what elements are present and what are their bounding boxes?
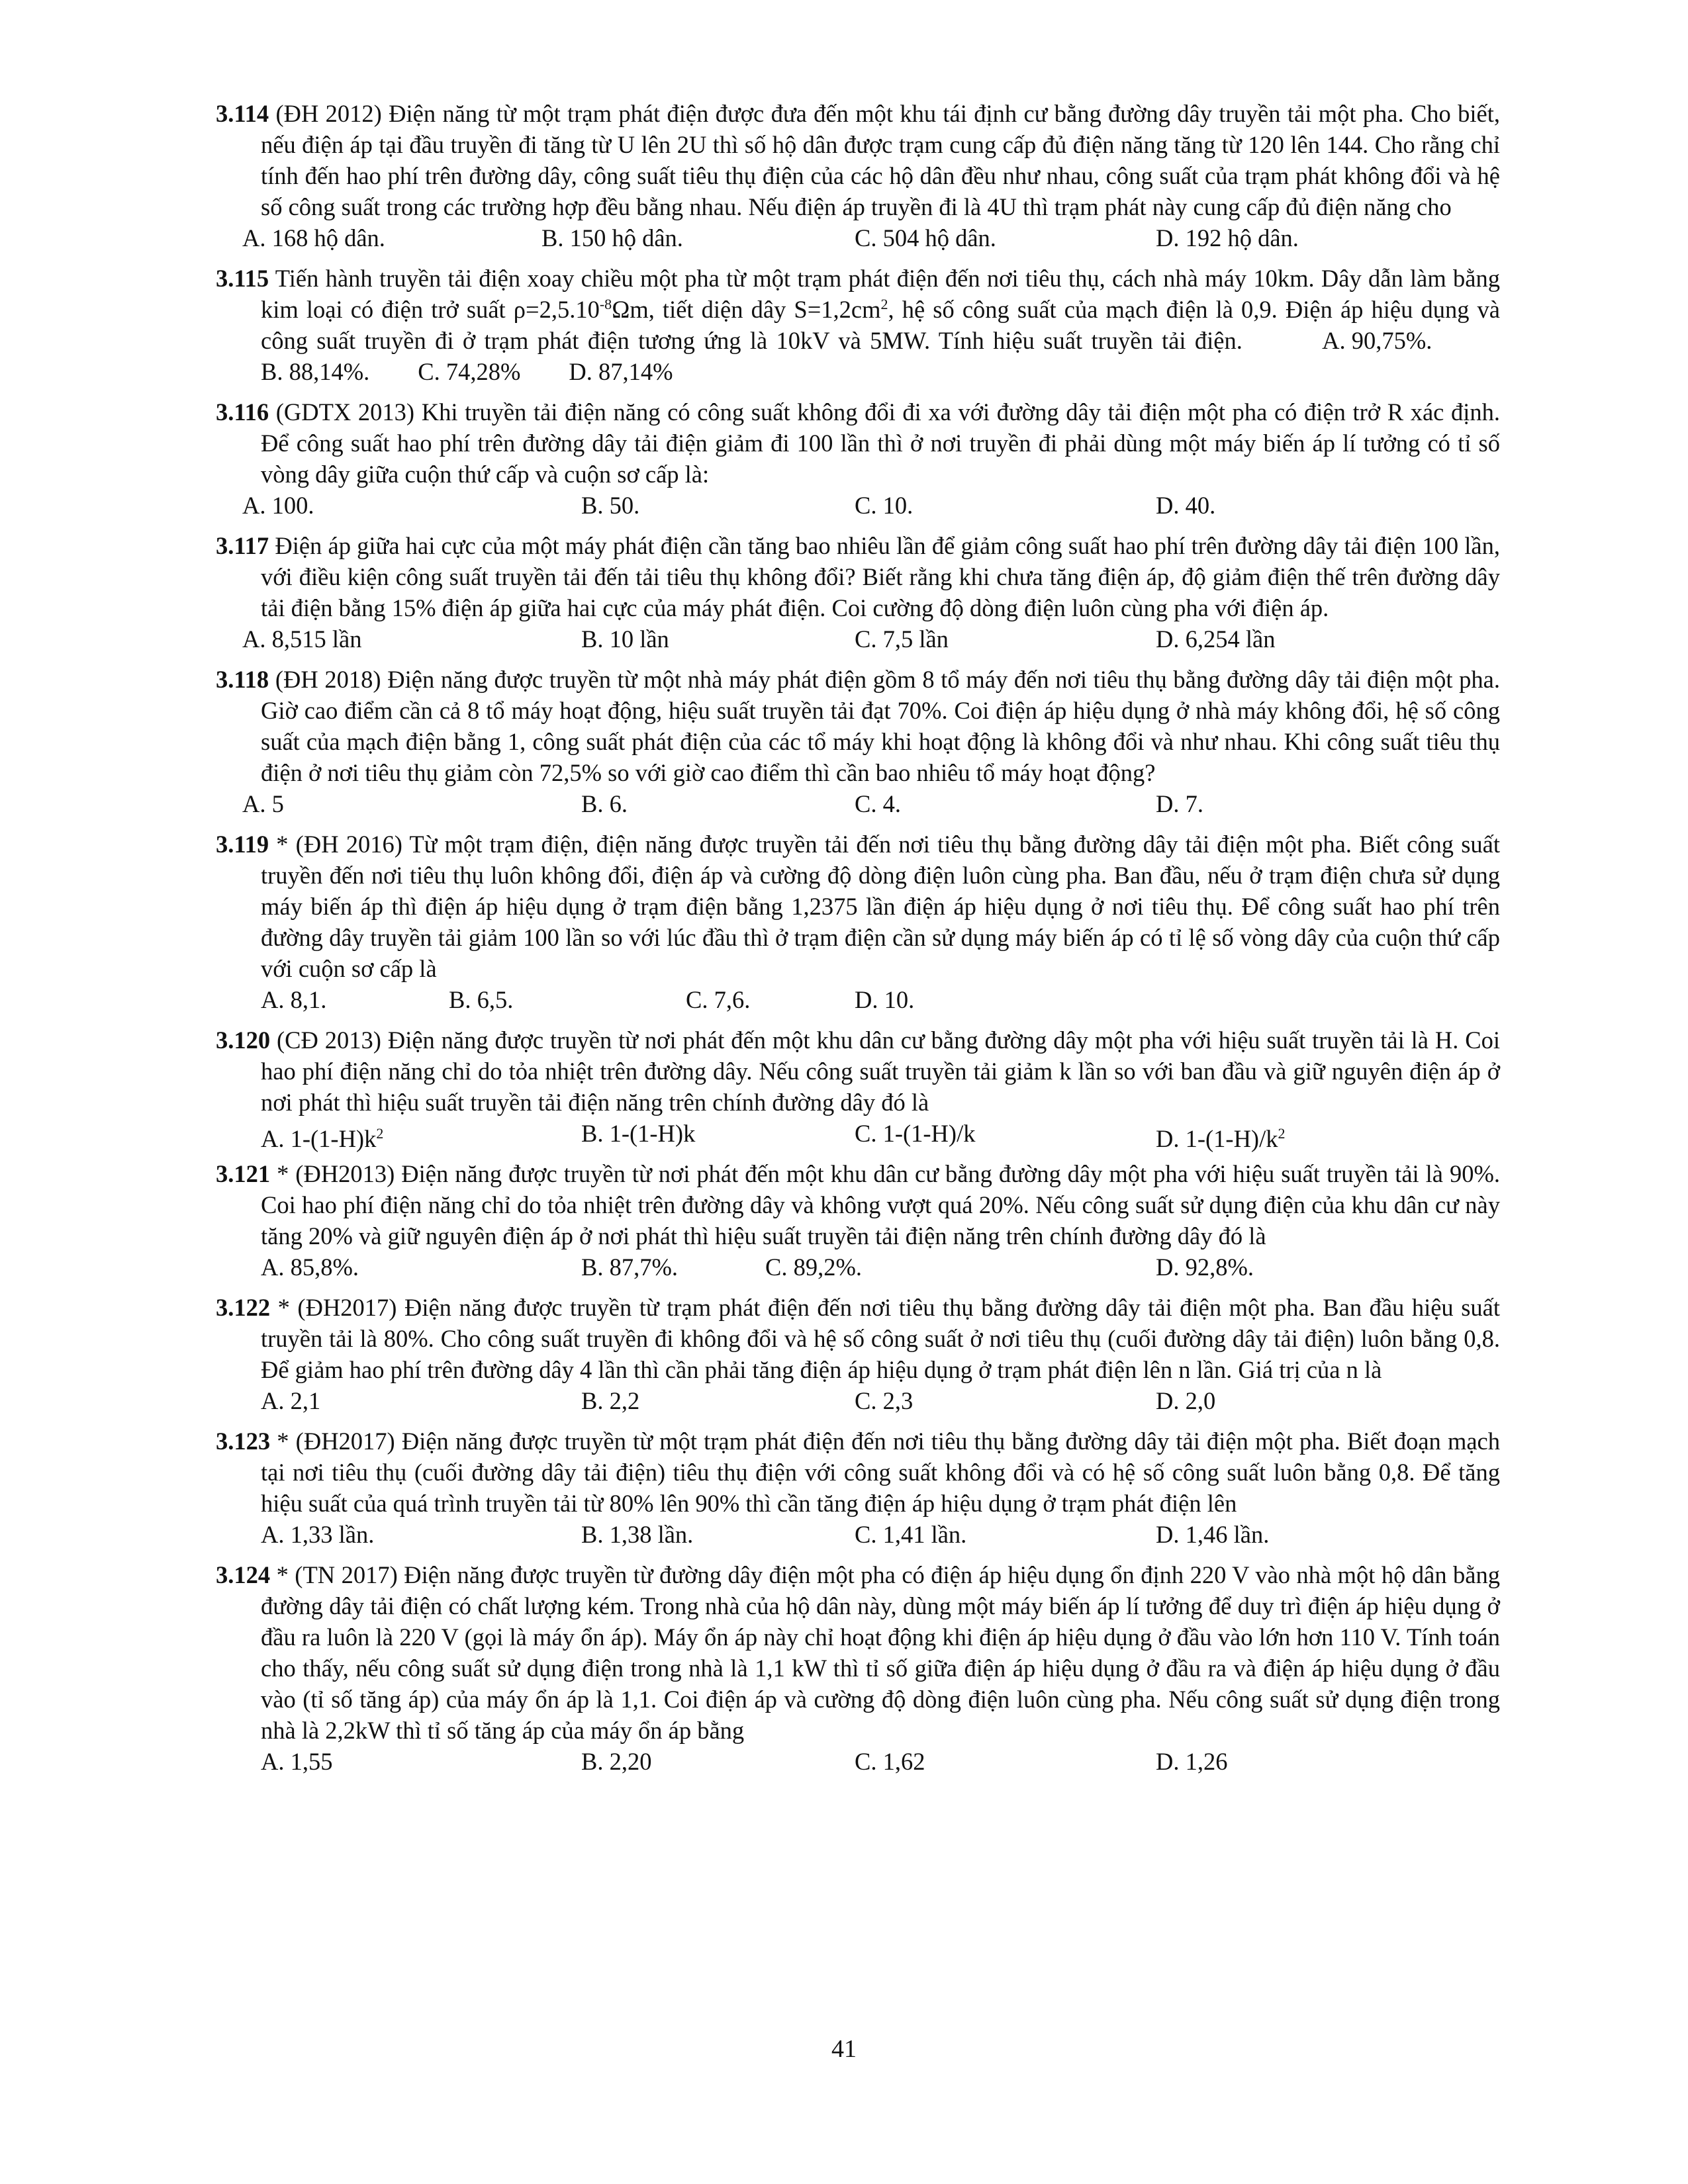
- exponent: 2: [1278, 1125, 1286, 1142]
- question-number: 3.119: [216, 831, 269, 858]
- option-d: D. 40.: [1156, 492, 1216, 519]
- question-3-118: [216, 664, 1500, 819]
- answer-options: [216, 222, 1500, 253]
- question-text: [216, 98, 1500, 222]
- question-body-part-1: Tiến hành truyền tải điện xoay chiều một pha từ một trạm phát điện đến nơi tiêu thụ, cách nhà máy 10km. Dây dẫn làm bằng kim loại có điện trở suất ρ=2,5.10: [261, 265, 1500, 323]
- answer-options: [216, 984, 1500, 1015]
- option-a: A. 1,33 lần.: [261, 1521, 375, 1548]
- option-d-label: D. 1-(1-H)/k: [1156, 1125, 1278, 1153]
- option-a: A. 85,8%.: [261, 1253, 359, 1281]
- option-c: C. 7,5 lần: [855, 625, 949, 653]
- page-number: 41: [831, 2035, 857, 2063]
- question-text: [216, 263, 1500, 387]
- question-3-123: [216, 1426, 1500, 1550]
- option-b: B. 2,20: [581, 1748, 652, 1775]
- question-body-part-3: , hệ số công suất của mạch điện là 0,9. Điện áp hiệu dụng và công suất truyền đi ở trạm phát điện tương ứng là 10kV và 5MW. Tính hiệu suất truyền tải điện.: [261, 296, 1500, 354]
- question-body: (CĐ 2013) Điện năng được truyền từ nơi phát đến một khu dân cư bằng đường dây một pha với hiệu suất truyền tải là H. Coi hao phí điện năng chỉ do tỏa nhiệt trên đường dây. Nếu công suất truyền tải giảm k lần so với ban đầu và giữ nguyên điện áp ở nơi phát thì hiệu suất truyền tải điện năng trên chính đường dây đó là: [261, 1026, 1501, 1116]
- question-body: * (ĐH2013) Điện năng được truyền từ nơi phát đến một khu dân cư bằng đường dây một pha với hiệu suất truyền tải là 90%. Coi hao phí điện năng chỉ do tỏa nhiệt trên đường dây và không vượt quá 20%. Nếu công suất sử dụng điện của khu dân cư này tăng 20% và giữ nguyên điện áp ở nơi phát thì hiệu suất truyền tải điện năng trên chính đường dây đó là: [261, 1160, 1500, 1250]
- option-b: B. 10 lần: [581, 625, 669, 653]
- option-a-label: A. 1-(1-H)k: [261, 1125, 377, 1153]
- option-b: B. 50.: [581, 492, 640, 519]
- option-d: [1156, 1118, 1285, 1154]
- option-b: B. 6.: [581, 790, 628, 817]
- answer-options: [216, 1746, 1500, 1777]
- question-body: * (ĐH2017) Điện năng được truyền từ một trạm phát điện đến nơi tiêu thụ bằng đường dây tải điện một pha. Biết đoạn mạch tại nơi tiêu thụ (cuối đường dây tải điện) tiêu thụ điện với công suất không đổi và có hệ số công suất luôn bằng 0,8. Để tăng hiệu suất của quá trình truyền tải từ 80% lên 90% thì cần tăng điện áp hiệu dụng ở trạm phát điện lên: [261, 1428, 1500, 1517]
- question-body: * (ĐH2017) Điện năng được truyền từ trạm phát điện đến nơi tiêu thụ bằng đường dây tải điện một pha. Ban đầu hiệu suất truyền tải là 80%. Cho công suất truyền đi không đổi và hệ số công suất ở nơi tiêu thụ (cuối đường dây tải điện) luôn bằng 0,8. Để giảm hao phí trên đường dây 4 lần thì cần phải tăng điện áp hiệu dụng ở trạm phát điện lên n lần. Giá trị của n là: [261, 1294, 1500, 1383]
- option-d: D. 2,0: [1156, 1387, 1216, 1414]
- question-number: 3.114: [216, 100, 269, 127]
- question-number: 3.121: [216, 1160, 271, 1187]
- option-c: C. 10.: [855, 492, 914, 519]
- question-text: [216, 1158, 1500, 1251]
- question-3-114: [216, 98, 1500, 253]
- question-number: 3.118: [216, 666, 269, 693]
- question-3-116: [216, 396, 1500, 521]
- question-body: * (ĐH 2016) Từ một trạm điện, điện năng được truyền tải đến nơi tiêu thụ bằng đường dây tải điện một pha. Biết công suất truyền đến nơi tiêu thụ luôn không đổi, điện áp và cường độ dòng điện luôn cùng pha. Ban đầu, nếu ở trạm điện chưa sử dụng máy biến áp thì điện áp hiệu dụng ở trạm điện bằng 1,2375 lần điện áp hiệu dụng ở nơi tiêu thụ. Để công suất hao phí trên đường dây truyền tải giảm 100 lần so với lúc đầu thì ở trạm điện cần sử dụng máy biến áp có tỉ lệ số vòng dây của cuộn thứ cấp với cuộn sơ cấp là: [261, 831, 1500, 982]
- option-c: C. 89,2%.: [765, 1253, 862, 1281]
- option-d: D. 7.: [1156, 790, 1203, 817]
- question-3-121: [216, 1158, 1500, 1283]
- option-c: C. 2,3: [855, 1387, 914, 1414]
- option-d: D. 6,254 lần: [1156, 625, 1276, 653]
- question-3-122: [216, 1292, 1500, 1416]
- question-number: 3.122: [216, 1294, 271, 1321]
- question-text: [216, 530, 1500, 623]
- option-c: C. 7,6.: [686, 986, 751, 1013]
- question-3-117: [216, 530, 1500, 655]
- option-d: D. 1,46 lần.: [1156, 1521, 1270, 1548]
- question-body: Điện áp giữa hai cực của một máy phát điện cần tăng bao nhiêu lần để giảm công suất hao phí trên đường dây tải điện 100 lần, với điều kiện công suất truyền tải đến tải tiêu thụ không đổi? Biết rằng khi chưa tăng điện áp, độ giảm điện thế trên đường dây tải điện bằng 15% điện áp giữa hai cực của máy phát điện. Coi cường độ dòng điện luôn cùng pha với điện áp.: [261, 532, 1500, 621]
- question-number: 3.117: [216, 532, 269, 559]
- answer-options: [216, 1118, 1500, 1153]
- option-c: C. 4.: [855, 790, 901, 817]
- option-a: A. 5: [242, 790, 284, 817]
- option-d: D. 10.: [855, 986, 915, 1013]
- option-c: C. 1,62: [855, 1748, 925, 1775]
- option-d: D. 92,8%.: [1156, 1253, 1254, 1281]
- question-number: 3.115: [216, 265, 269, 292]
- option-b: B. 1-(1-H)k: [581, 1120, 696, 1147]
- question-text: [216, 1292, 1500, 1385]
- question-number: 3.116: [216, 398, 269, 426]
- option-b: B. 88,14%.: [261, 358, 370, 385]
- question-text: [216, 1024, 1500, 1118]
- answer-options: [216, 1519, 1500, 1550]
- question-text: [216, 396, 1500, 490]
- option-d: D. 1,26: [1156, 1748, 1228, 1775]
- question-number: 3.120: [216, 1026, 271, 1054]
- option-b: B. 150 hộ dân.: [541, 224, 683, 251]
- option-a: A. 90,75%.: [1322, 327, 1432, 354]
- option-a: [261, 1118, 383, 1154]
- option-c: C. 74,28%: [418, 358, 521, 385]
- answer-options: [216, 1385, 1500, 1416]
- question-text: [216, 1426, 1500, 1519]
- option-a: A. 1,55: [261, 1748, 333, 1775]
- option-b: B. 1,38 lần.: [581, 1521, 694, 1548]
- option-a: A. 100.: [242, 492, 314, 519]
- exponent: 2: [880, 295, 888, 312]
- answer-options: [216, 490, 1500, 521]
- option-c: C. 504 hộ dân.: [855, 224, 996, 251]
- answer-options: [216, 1251, 1500, 1283]
- question-3-119: [216, 829, 1500, 1015]
- question-3-120: [216, 1024, 1501, 1153]
- option-c: C. 1,41 lần.: [855, 1521, 967, 1548]
- question-body: (ĐH 2018) Điện năng được truyền từ một nhà máy phát điện gồm 8 tổ máy đến nơi tiêu thụ bằng đường dây tải điện một pha. Giờ cao điểm cần cả 8 tổ máy hoạt động, hiệu suất truyền tải đạt 70%. Coi điện áp hiệu dụng ở nhà máy không đổi, hệ số công suất của mạch điện bằng 1, công suất phát điện của các tổ máy khi hoạt động là không đổi và như nhau. Khi công suất tiêu thụ điện ở nơi tiêu thụ giảm còn 72,5% so với giờ cao điểm thì cần bao nhiêu tổ máy hoạt động?: [261, 666, 1501, 786]
- question-3-115: [216, 263, 1500, 387]
- document-page: [216, 98, 1500, 1786]
- question-number: 3.124: [216, 1561, 271, 1588]
- option-a: A. 168 hộ dân.: [242, 224, 385, 251]
- exponent: -8: [599, 295, 612, 312]
- option-b: B. 6,5.: [449, 986, 514, 1013]
- question-number: 3.123: [216, 1428, 271, 1455]
- option-b: B. 87,7%.: [581, 1253, 678, 1281]
- question-body: (GDTX 2013) Khi truyền tải điện năng có công suất không đổi đi xa với đường dây tải điện một pha có điện trở R xác định. Để công suất hao phí trên đường dây tải điện giảm đi 100 lần thì ở nơi truyền đi phải dùng một máy biến áp lí tưởng có tỉ số vòng dây giữa cuộn thứ cấp và cuộn sơ cấp là:: [261, 398, 1500, 488]
- answer-options: [216, 623, 1500, 655]
- option-a: A. 2,1: [261, 1387, 321, 1414]
- question-body-part-2: Ωm, tiết diện dây S=1,2cm: [612, 296, 881, 323]
- option-b: B. 2,2: [581, 1387, 640, 1414]
- question-text: [216, 1559, 1500, 1746]
- question-3-124: [216, 1559, 1500, 1777]
- question-text: [216, 664, 1500, 788]
- option-d: D. 192 hộ dân.: [1156, 224, 1299, 251]
- question-body: (ĐH 2012) Điện năng từ một trạm phát điện được đưa đến một khu tái định cư bằng đường dây truyền tải một pha. Cho biết, nếu điện áp tại đầu truyền đi tăng từ U lên 2U thì số hộ dân được trạm cung cấp đủ điện năng tăng từ 120 lên 144. Cho rằng chỉ tính đến hao phí trên đường dây, công suất tiêu thụ điện của các hộ dân đều như nhau, công suất của trạm phát không đổi và hệ số công suất trong các trường hợp đều bằng nhau. Nếu điện áp truyền đi là 4U thì trạm phát này cung cấp đủ điện năng cho: [261, 100, 1500, 220]
- answer-options: [216, 788, 1500, 819]
- option-d: D. 87,14%: [569, 358, 673, 385]
- option-c: C. 1-(1-H)/k: [855, 1120, 976, 1147]
- option-a: A. 8,515 lần: [242, 625, 362, 653]
- exponent: 2: [376, 1125, 384, 1142]
- question-body: * (TN 2017) Điện năng được truyền từ đường dây điện một pha có điện áp hiệu dụng ổn định 220 V vào nhà một hộ dân bằng đường dây tải điện có chất lượng kém. Trong nhà của hộ dân này, dùng một máy biến áp lí tưởng để duy trì điện áp hiệu dụng ở đầu ra luôn là 220 V (gọi là máy ổn áp). Máy ổn áp này chỉ hoạt động khi điện áp hiệu dụng ở đầu vào lớn hơn 110 V. Tính toán cho thấy, nếu công suất sử dụng điện trong nhà là 1,1 kW thì tỉ số giữa điện áp hiệu dụng ở đầu ra và điện áp hiệu dụng ở đầu vào (tỉ số tăng áp) của máy ổn áp là 1,1. Coi điện áp và cường độ dòng điện luôn cùng pha. Nếu công suất sử dụng điện trong nhà là 2,2kW thì tỉ số tăng áp của máy ổn áp bằng: [261, 1561, 1500, 1744]
- option-a: A. 8,1.: [261, 986, 327, 1013]
- question-text: [216, 829, 1500, 984]
